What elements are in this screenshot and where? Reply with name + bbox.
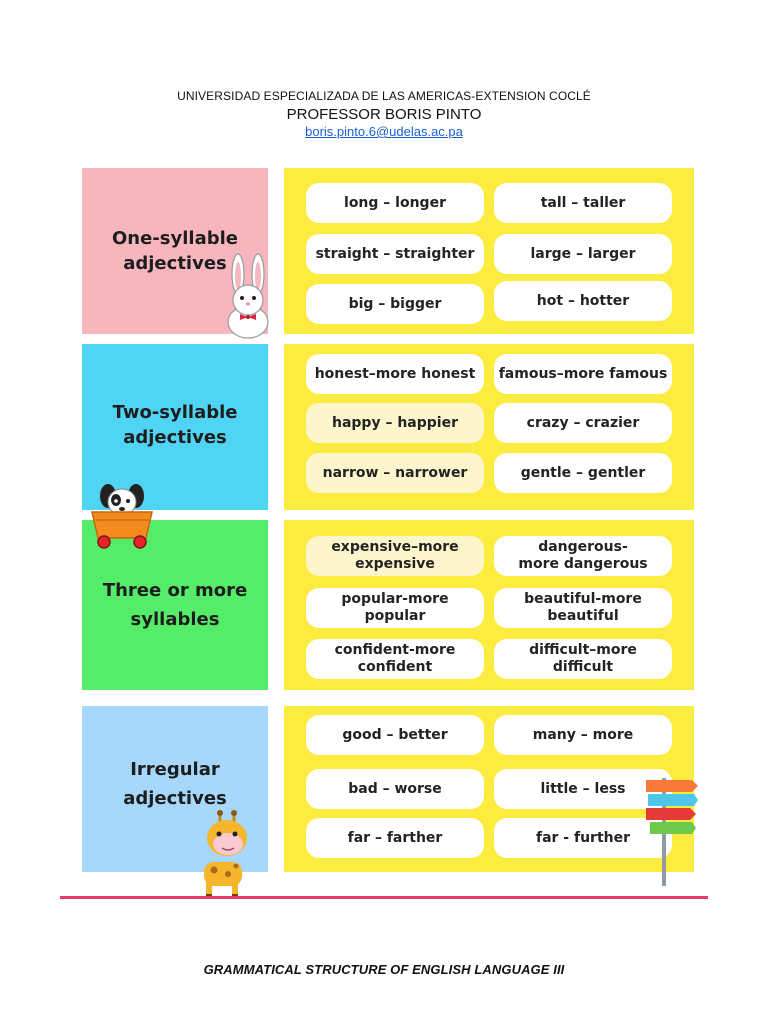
puppy-cart-icon (86, 480, 158, 552)
footer-title: GRAMMATICAL STRUCTURE OF ENGLISH LANGUAGE III (203, 962, 565, 977)
example-pill: difficult–more difficult (494, 639, 672, 679)
example-pill: hot – hotter (494, 281, 672, 321)
example-pill: bad – worse (306, 769, 484, 809)
row-irregular (82, 706, 694, 872)
example-pill: expensive–more expensive (306, 536, 484, 576)
example-pill: narrow – narrower (306, 453, 484, 493)
example-pill: straight – straighter (306, 234, 484, 274)
bunny-icon (222, 252, 274, 340)
example-pill: far – farther (306, 818, 484, 858)
example-pill: good – better (306, 715, 484, 755)
example-pill: many – more (494, 715, 672, 755)
row-one-syllable (82, 168, 694, 334)
example-pill: happy – happier (306, 403, 484, 443)
category-label: Two-syllable adjectives (112, 402, 238, 448)
example-pill: little – less (494, 769, 672, 809)
examples-panel (284, 168, 694, 334)
document-header (0, 88, 768, 140)
giraffe-icon (194, 808, 258, 900)
category-label: One-syllable adjectives (112, 228, 238, 274)
examples-panel (284, 344, 694, 510)
signpost-icon (644, 774, 700, 888)
university-name: UNIVERSIDAD ESPECIALIZADA DE LAS AMERICAS-EXTENSION COCLÉ (177, 89, 591, 103)
example-pill: gentle – gentler (494, 453, 672, 493)
example-pill: crazy – crazier (494, 403, 672, 443)
example-pill: large – larger (494, 234, 672, 274)
example-pill: tall – taller (494, 183, 672, 223)
example-pill: far - further (494, 818, 672, 858)
example-pill: popular-more popular (306, 588, 484, 628)
example-pill: dangerous- more dangerous (494, 536, 672, 576)
examples-panel (284, 520, 694, 690)
example-pill: honest–more honest (306, 354, 484, 394)
professor-name: PROFESSOR BORIS PINTO (286, 106, 482, 123)
footer-divider (60, 896, 708, 899)
examples-panel (284, 706, 694, 872)
row-two-syllable (82, 344, 694, 510)
email-link[interactable]: boris.pinto.6@udelas.ac.pa (305, 124, 463, 139)
example-pill: confident-more confident (306, 639, 484, 679)
example-pill: long – longer (306, 183, 484, 223)
category-label: Irregular adjectives (123, 759, 227, 809)
category-label: Three or more syllables (102, 580, 248, 630)
example-pill: big – bigger (306, 284, 484, 324)
example-pill: famous–more famous (494, 354, 672, 394)
row-three-or-more (82, 520, 694, 690)
example-pill: beautiful-more beautiful (494, 588, 672, 628)
